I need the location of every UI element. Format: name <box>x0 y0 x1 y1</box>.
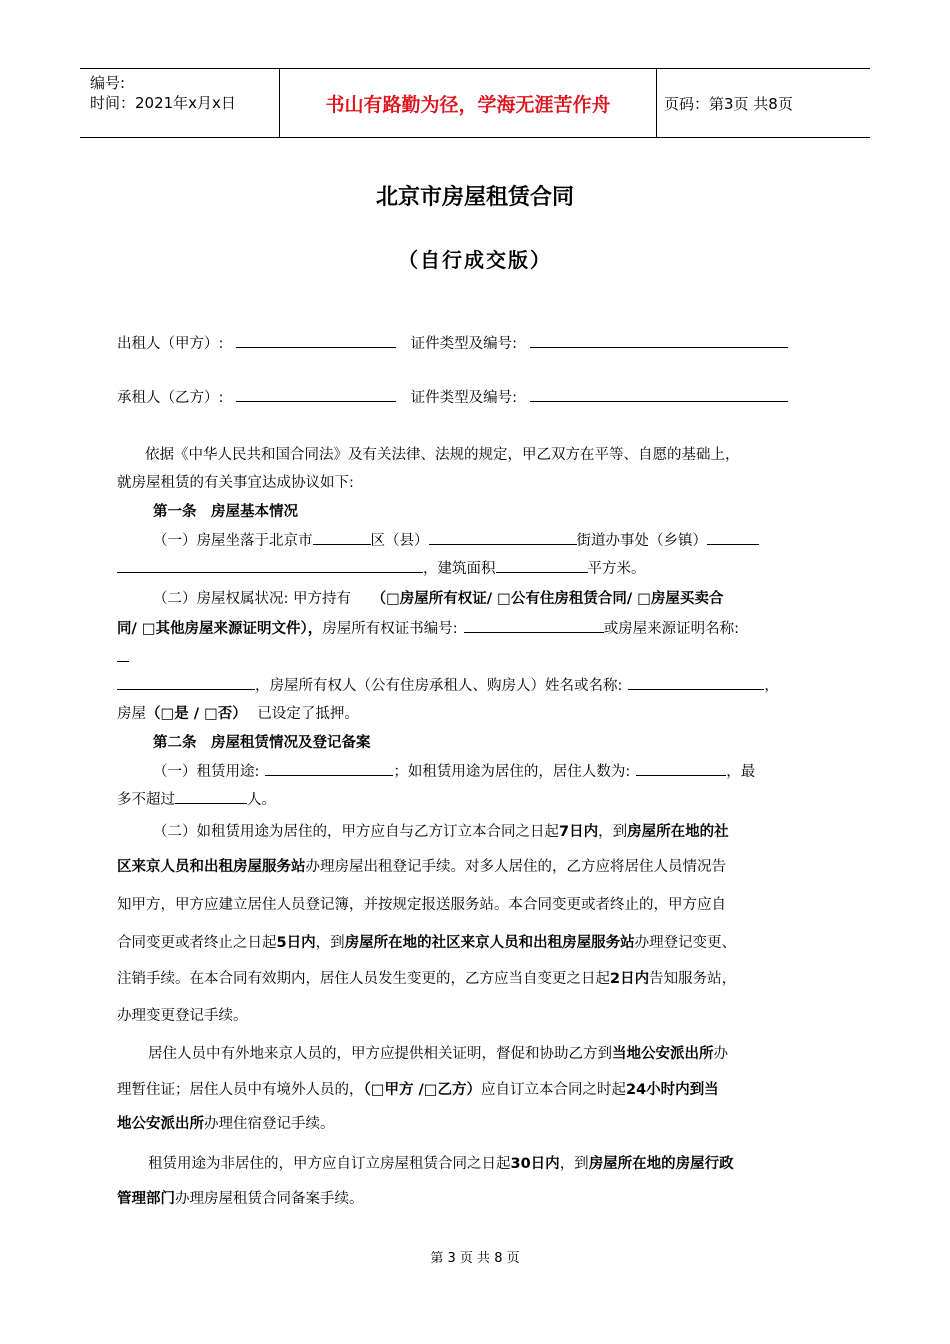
deadline-7-days: 7日内 <box>559 824 599 840</box>
address-blank[interactable] <box>117 558 423 573</box>
ownership-options: （□房屋所有权证/ □公有住房租赁合同/ □房屋买卖合 <box>371 591 724 607</box>
max-blank[interactable] <box>175 789 247 804</box>
text-segment: 告知服务站， <box>649 971 737 987</box>
art1-ownership-line-4: ，房屋所有权人（公有住房承租人、购房人）姓名或名称: ， <box>117 674 839 695</box>
header-meta <box>80 69 280 137</box>
max-unit: 人。 <box>247 792 276 808</box>
street-blank[interactable] <box>429 530 577 545</box>
text-segment: 办理住宿登记手续。 <box>204 1116 335 1132</box>
intro-line-1: 依据《中华人民共和国合同法》及有关法律、法规的规定，甲乙双方在平等、自愿的基础上， <box>145 447 740 463</box>
text-segment: 注销手续。在本合同有效期内，居住人员发生变更的，乙方应当自变更之日起 <box>117 971 610 987</box>
bold-segment: 房屋所在地的社区来京人员和出租房屋服务站 <box>344 935 635 951</box>
bold-segment: 到当 <box>689 1082 719 1098</box>
art2-max-line <box>117 788 839 809</box>
residents-tail: ，最 <box>726 764 756 780</box>
deadline-30-days: 30日内 <box>510 1156 560 1172</box>
bold-segment: 当地公安派出所 <box>612 1046 714 1062</box>
text-segment: ，到 <box>598 824 628 840</box>
source-doc-text: 或房屋来源证明名称: <box>603 621 740 637</box>
text-segment: ，到 <box>559 1156 589 1172</box>
bold-segment: 地公安派出所 <box>117 1116 204 1132</box>
text-segment: 租赁用途为非居住的，甲方应自订立房屋租赁合同之日起 <box>148 1156 511 1172</box>
art2-p3-line-3 <box>117 1112 839 1133</box>
art2-p3-line-1 <box>148 1042 870 1063</box>
art1-ownership-line-1 <box>153 587 839 608</box>
usage-text: （一）租赁用途: <box>153 764 260 780</box>
district-text: 区（县） <box>370 533 429 549</box>
lessor-label: 出租人（甲方）: <box>117 336 224 352</box>
max-text: 多不超过 <box>117 792 175 808</box>
deadline-24-hours: 24小时内 <box>626 1082 690 1098</box>
art1-ownership-line-3 <box>117 647 839 666</box>
cert-number-blank[interactable] <box>464 618 604 633</box>
bold-segment: 房屋所在地的社 <box>627 824 729 840</box>
art2-p2-line-3: 知甲方，甲方应建立居住人员登记簿，并按规定报送服务站。本合同变更或者终止的，甲方应自 <box>117 897 726 913</box>
usage-blank[interactable] <box>265 761 393 776</box>
area-text: ，建筑面积 <box>423 561 496 577</box>
mortgage-options: （□是 / □否） <box>146 706 247 722</box>
art2-p2-line-6: 办理变更登记手续。 <box>117 1008 248 1024</box>
serial-label: 编号: <box>90 74 126 92</box>
header-table <box>80 68 870 138</box>
art2-p2-line-5 <box>117 967 839 988</box>
text-segment: （二）如租赁用途为居住的，甲方应自与乙方订立本合同之日起 <box>153 824 559 840</box>
bold-segment: 区来京人员和出租房屋服务站 <box>117 859 306 875</box>
source-doc-blank-2[interactable] <box>117 675 255 690</box>
document-title: 北京市房屋租赁合同 <box>375 185 574 210</box>
art2-p2-line-4 <box>117 931 839 952</box>
art2-p4-line-2 <box>117 1187 839 1208</box>
deadline-2-days: 2日内 <box>610 971 650 987</box>
lessee-id-blank[interactable] <box>530 387 788 402</box>
township-blank[interactable] <box>707 530 759 545</box>
header-motto: 书山有路勤为径，学海无涯苦作舟 <box>280 69 657 137</box>
art1-mortgage-line <box>117 702 839 723</box>
art2-p4-line-1 <box>148 1152 870 1173</box>
lessee-id-label: 证件类型及编号: <box>410 390 517 406</box>
article-1-heading: 第一条 房屋基本情况 <box>153 504 298 520</box>
lessor-blank[interactable] <box>236 333 396 348</box>
text-segment: 理暂住证；居住人员中有境外人员的， <box>117 1082 364 1098</box>
text-segment: ，到 <box>315 935 345 951</box>
lessor-line <box>117 332 839 353</box>
source-doc-blank[interactable] <box>117 647 129 662</box>
art1-ownership-line-2 <box>117 617 839 638</box>
lessee-line <box>117 386 839 407</box>
mortgage-tail: 已设定了抵押。 <box>257 706 359 722</box>
art2-usage-line <box>153 760 839 781</box>
street-text: 街道办事处（乡镇） <box>576 533 707 549</box>
area-blank[interactable] <box>496 558 588 573</box>
text-segment: 应自订立本合同之时起 <box>481 1082 626 1098</box>
lessor-id-label: 证件类型及编号: <box>410 336 517 352</box>
document-subtitle: （自行成交版） <box>398 248 552 272</box>
art1-location-line <box>153 529 875 550</box>
lessor-id-blank[interactable] <box>530 333 788 348</box>
art2-p2-line-2 <box>117 855 839 876</box>
bold-segment: 管理部门 <box>117 1191 175 1207</box>
art2-p2-line-1 <box>153 820 875 841</box>
lessee-label: 承租人（乙方）: <box>117 390 224 406</box>
text-segment: 合同变更或者终止之日起 <box>117 935 277 951</box>
residents-text: ；如租赁用途为居住的，居住人数为: <box>393 764 631 780</box>
art1-area-line <box>117 557 839 578</box>
area-unit: 平方米。 <box>587 561 646 577</box>
owner-name-text: ，房屋所有权人（公有住房承租人、购房人）姓名或名称: <box>255 678 623 694</box>
lessee-blank[interactable] <box>236 387 396 402</box>
residents-blank[interactable] <box>636 761 726 776</box>
text-segment: 办 <box>713 1046 728 1062</box>
article-2-heading: 第二条 房屋租赁情况及登记备案 <box>153 735 371 751</box>
text-segment: 办理房屋租赁合同备案手续。 <box>175 1191 364 1207</box>
art2-p3-line-2 <box>117 1078 839 1099</box>
text-segment: 居住人员中有外地来京人员的，甲方应提供相关证明，督促和协助乙方到 <box>148 1046 612 1062</box>
ownership-text: （二）房屋权属状况: 甲方持有 <box>153 591 351 607</box>
deadline-5-days: 5日内 <box>276 935 316 951</box>
text-segment: 办理登记变更、 <box>634 935 737 951</box>
cert-number-text: 房屋所有权证书编号: <box>322 621 458 637</box>
ownership-options-cont: 同/ □其他房屋来源证明文件）， <box>117 621 323 637</box>
page-footer: 第 3 页 共 8 页 <box>430 1251 520 1266</box>
location-text: （一）房屋坐落于北京市 <box>153 533 313 549</box>
party-options: （□甲方 /□乙方） <box>363 1082 481 1098</box>
time-label: 时间：2021年x月x日 <box>90 94 236 112</box>
bold-segment: 房屋所在地的房屋行政 <box>588 1156 734 1172</box>
district-blank[interactable] <box>313 530 371 545</box>
mortgage-text: 房屋 <box>117 706 146 722</box>
header-page: 页码：第3页 共8页 <box>664 94 793 113</box>
text-segment: 办理房屋出租登记手续。对多人居住的，乙方应将居住人员情况告 <box>305 859 726 875</box>
owner-name-blank[interactable] <box>628 675 764 690</box>
intro-line-2: 就房屋租赁的有关事宜达成协议如下: <box>117 475 354 491</box>
